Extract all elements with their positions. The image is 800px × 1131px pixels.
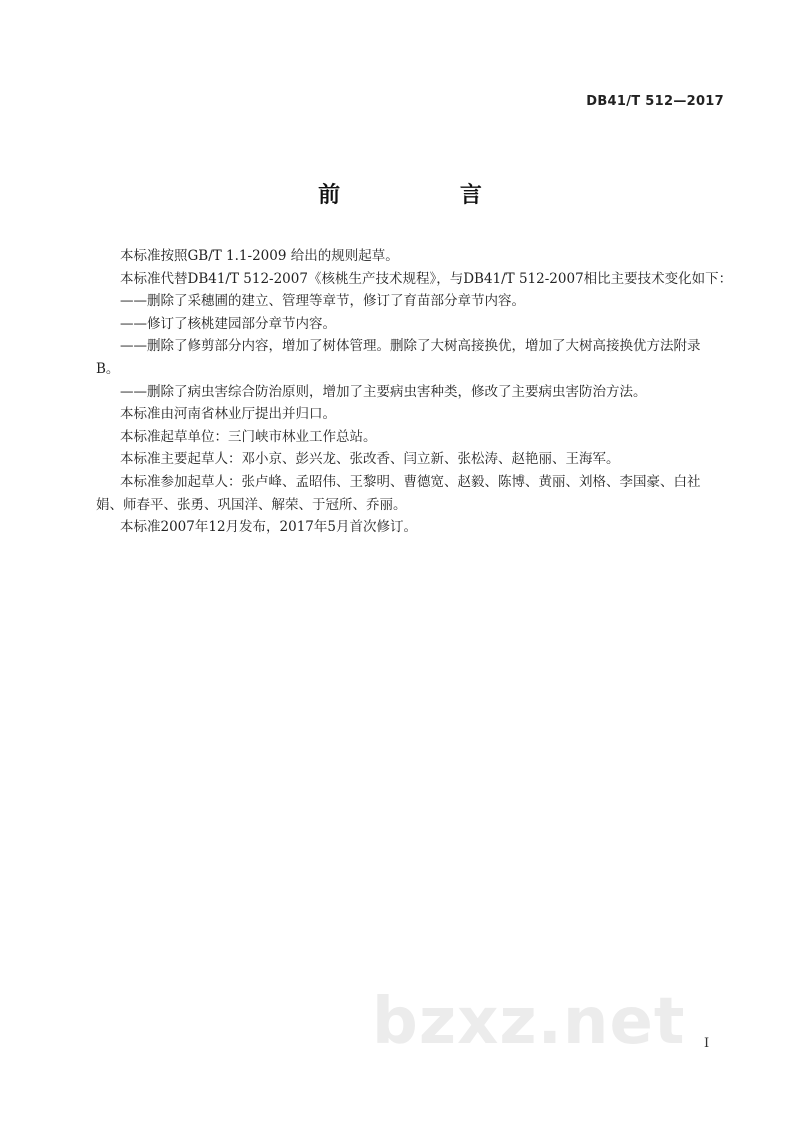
paragraph-proposer: 本标准由河南省林业厅提出并归口。 xyxy=(120,406,336,423)
paragraph-drafting-rules: 本标准按照GB/T 1.1-2009 给出的规则起草。 xyxy=(120,248,399,264)
change-item-1: ——删除了采穗圃的建立、管理等章节，修订了育苗部分章节内容。 xyxy=(120,293,525,310)
page-title: 前 言 xyxy=(318,183,538,208)
change-item-4: ——删除了病虫害综合防治原则，增加了主要病虫害种类，修改了主要病虫害防治方法。 xyxy=(120,383,647,400)
standard-code: DB41/T 512—2017 xyxy=(586,94,724,109)
paragraph-publication-history: 本标准2007年12月发布，2017年5月首次修订。 xyxy=(120,519,417,536)
page-number: I xyxy=(704,1036,710,1051)
paragraph-participating-drafters: 本标准参加起草人：张卢峰、孟昭伟、王黎明、曹德宽、赵毅、陈博、黄丽、刘格、李国豪、白社 xyxy=(120,473,701,490)
paragraph-participating-drafters-continued: 娟、师春平、张勇、巩国洋、解荣、于冠所、乔丽。 xyxy=(96,496,407,513)
change-item-2: ——修订了核桃建园部分章节内容。 xyxy=(120,315,336,332)
paragraph-main-drafters: 本标准主要起草人：邓小京、彭兴龙、张改香、闫立新、张松涛、赵艳丽、王海军。 xyxy=(120,451,620,468)
change-item-3: ——删除了修剪部分内容，增加了树体管理。删除了大树高接换优，增加了大树高接换优方法附录 xyxy=(120,338,701,355)
foreword-body xyxy=(96,245,740,539)
watermark-logo: bzxz.net xyxy=(372,985,686,1059)
change-item-3-continued: B。 xyxy=(96,360,120,377)
paragraph-drafting-unit: 本标准起草单位：三门峡市林业工作总站。 xyxy=(120,428,377,445)
paragraph-replaces: 本标准代替DB41/T 512-2007《核桃生产技术规程》，与DB41/T 512-2007相比主要技术变化如下： xyxy=(120,270,733,287)
